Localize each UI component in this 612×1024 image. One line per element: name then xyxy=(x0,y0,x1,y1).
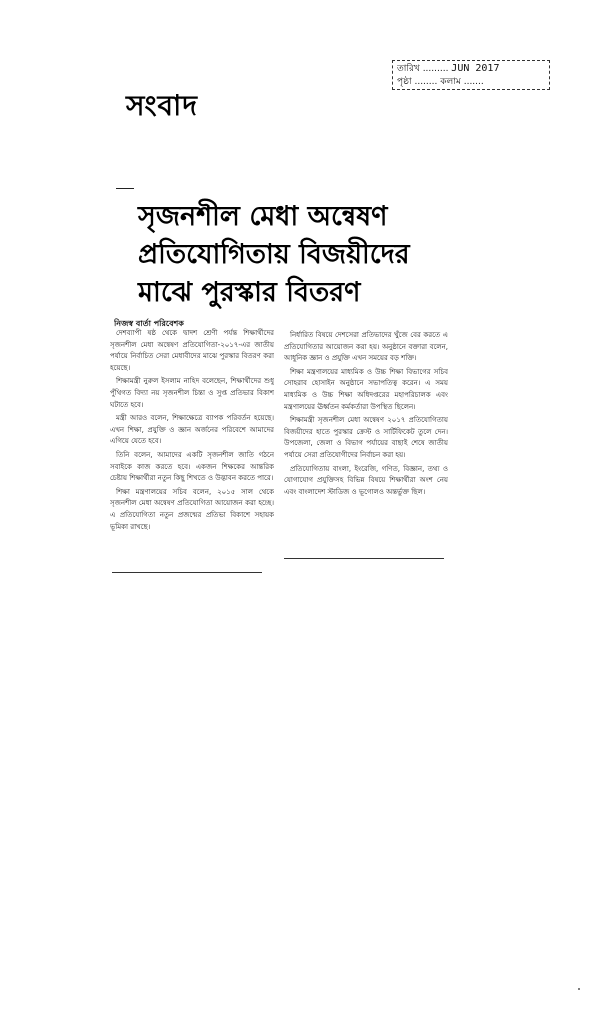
article-paragraph: তিনি বলেন, আমাদের একটি সৃজনশীল জাতি গঠনে সবাইকে কাজ করতে হবে। একজন শিক্ষকের আন্তরিক চেষ্টায় শিক্ষার্থীরা নতুন কিছু শিখতে ও উদ্ভাবন করতে পারে। xyxy=(110,450,274,483)
headline-line: সৃজনশীল মেধা অন্বেষণ xyxy=(138,201,388,232)
article-paragraph: প্রতিযোগিতায় বাংলা, ইংরেজি, গণিত, বিজ্ঞান, তথ্য ও যোগাযোগ প্রযুক্তিসহ বিভিন্ন বিষয়ে শিক্ষার্থীরা অংশ নেয় এবং বাংলাদেশ স্টাডিজ ও ভূগোলও অন্তর্ভুক্ত ছিল। xyxy=(284,464,448,496)
article-paragraph: নির্ধারিত বিষয়ে দেশসেরা প্রতিভাদের খুঁজে বের করতে এ প্রতিযোগিতার আয়োজন করা হয়। অনুষ্ঠানে বক্তারা বলেন, আধুনিক জ্ঞান ও প্রযুক্তি এখন সময়ের বড় শক্তি। xyxy=(284,331,448,363)
article-column-right xyxy=(284,330,448,562)
clipping-top-rule xyxy=(116,188,134,189)
stamp-column-label: কলাম xyxy=(440,77,461,87)
clipping-bottom-rule-right xyxy=(284,558,444,559)
archive-date-stamp xyxy=(392,60,550,90)
article-paragraph: মন্ত্রী আরও বলেন, শিক্ষাক্ষেত্রে ব্যাপক পরিবর্তন হয়েছে। এখন শিক্ষা, প্রযুক্তি ও জ্ঞান অর্জনের পরিবেশে আমাদের এগিয়ে যেতে হবে। xyxy=(110,414,274,446)
stamp-page-label: পৃষ্ঠা xyxy=(397,77,412,87)
stamp-page-row: পৃষ্ঠা ........ কলাম ....... xyxy=(397,77,484,87)
article-paragraph: শিক্ষামন্ত্রী সৃজনশীল মেধা অন্বেষণ ২০১৭ প্রতিযোগিতায় বিজয়ীদের হাতে পুরস্কার ক্রেস্ট ও সার্টিফিকেট তুলে দেন। উপজেলা, জেলা ও বিভাগ পর্যায়ের বাছাই শেষে জাতীয় পর্যায়ে সেরা প্রতিযোগীদের নির্বাচন করা হয়। xyxy=(284,416,448,459)
article-paragraph: দেশব্যাপী ষষ্ঠ থেকে দ্বাদশ শ্রেণী পর্যন্ত শিক্ষার্থীদের সৃজনশীল মেধা অন্বেষণ প্রতিযোগিতা-২০১৭-এর জাতীয় পর্যায়ে নির্বাচিত সেরা মেধাবীদের মাঝে পুরস্কার বিতরণ করা হয়েছে। xyxy=(110,329,274,372)
article-headline xyxy=(138,198,448,312)
news-clipping xyxy=(108,178,454,570)
article-paragraph: শিক্ষা মন্ত্রণালয়ের মাধ্যমিক ও উচ্চ শিক্ষা বিভাগের সচিব সোহরাব হোসাইন অনুষ্ঠানে সভাপতিত্ব করেন। এ সময় মাধ্যমিক ও উচ্চ শিক্ষা অধিদপ্তরের মহাপরিচালক এবং মন্ত্রণালয়ের ঊর্ধ্বতন কর্মকর্তারা উপস্থিত ছিলেন। xyxy=(284,367,448,411)
scan-speck xyxy=(578,988,580,990)
clipping-bottom-rule-left xyxy=(112,572,262,573)
newspaper-masthead: সংবাদ xyxy=(126,89,198,122)
stamp-date-row: তারিখ ......... JUN 2017 xyxy=(397,63,500,74)
stamp-date-value: JUN 2017 xyxy=(451,63,500,74)
headline-line: মাঝে পুরস্কার বিতরণ xyxy=(138,277,361,308)
article-byline: নিজস্ব বার্তা পরিবেশক xyxy=(114,319,184,328)
article-paragraph: শিক্ষামন্ত্রী নুরুল ইসলাম নাহিদ বলেছেন, শিক্ষার্থীদের শুধু পুঁথিগত বিদ্যা নয় সৃজনশীল চিন্তা ও সুপ্ত প্রতিভার বিকাশ ঘটাতে হবে। xyxy=(110,377,274,409)
headline-line: প্রতিযোগিতায় বিজয়ীদের xyxy=(138,239,410,270)
stamp-date-label: তারিখ xyxy=(397,64,420,74)
article-column-left xyxy=(110,328,274,560)
article-paragraph: শিক্ষা মন্ত্রণালয়ের সচিব বলেন, ২০১৫ সাল থেকে সৃজনশীল মেধা অন্বেষণ প্রতিযোগিতা আয়োজন করা হচ্ছে। এ প্রতিযোগিতা নতুন প্রজন্মের প্রতিভা বিকাশে সহায়ক ভূমিকা রাখছে। xyxy=(110,487,274,531)
